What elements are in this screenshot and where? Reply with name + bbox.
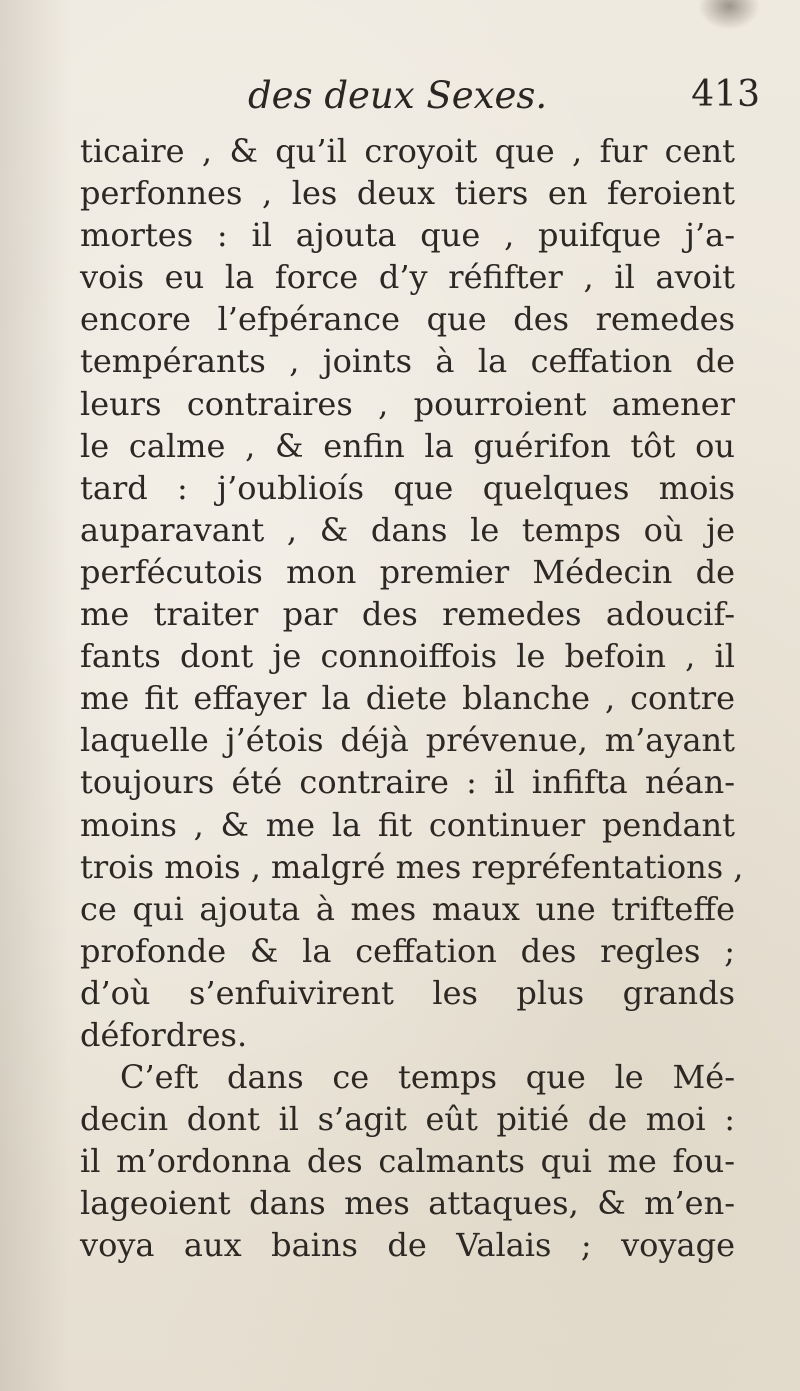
text-line: profonde & la ceffation des regles ; xyxy=(80,931,735,970)
page-edge-shadow xyxy=(0,0,70,1391)
text-line: vois eu la force d’y réfifter , il avoit xyxy=(80,258,735,297)
text-line: me traiter par des remedes adoucif- xyxy=(80,595,735,634)
text-line: fants dont je connoiffois le befoin , il xyxy=(80,637,735,676)
body-text xyxy=(80,130,744,1267)
text-line: voya aux bains de Valais ; voyage xyxy=(80,1226,735,1265)
text-line: moins , & me la fit continuer pendant xyxy=(80,805,735,844)
text-line: leurs contraires , pourroient amener xyxy=(80,384,735,423)
text-line: tard : j’oublioís que quelques mois xyxy=(80,468,735,507)
text-line: ticaire , & qu’il croyoit que , fur cent xyxy=(80,132,735,170)
text-line: decin dont il s’agit eût pitié de moi : xyxy=(80,1100,735,1139)
text-line: me fit effayer la diete blanche , contre xyxy=(80,679,735,718)
text-line: laquelle j’étois déjà prévenue, m’ayant xyxy=(80,721,735,760)
text-line: d’où s’enfuivirent les plus grands xyxy=(80,973,735,1012)
text-line: trois mois , malgré mes repréfentations , xyxy=(80,847,744,886)
text-line: perfonnes , les deux tiers en feroient xyxy=(80,174,735,213)
text-line: le calme , & enfin la guérifon tôt ou xyxy=(80,426,735,465)
text-line: encore l’efpérance que des remedes xyxy=(80,300,735,339)
text-line: lageoient dans mes attaques, & m’en- xyxy=(80,1184,735,1223)
corner-stain xyxy=(698,0,760,30)
text-line: C’eft dans ce temps que le Mé- xyxy=(120,1058,735,1097)
text-line: il m’ordonna des calmants qui me fou- xyxy=(80,1142,735,1181)
text-line: toujours été contraire : il infifta néan- xyxy=(80,763,735,802)
page-header xyxy=(60,74,760,134)
text-line: défordres. xyxy=(80,1015,248,1054)
text-line: perfécutois mon premier Médecin de xyxy=(80,552,735,591)
page-number: 413 xyxy=(691,74,760,115)
text-line: mortes : il ajouta que , puifque j’a- xyxy=(80,216,735,255)
text-line: tempérants , joints à la ceffation de xyxy=(80,342,735,381)
running-title: des deux Sexes. xyxy=(248,74,548,117)
text-line: ce qui ajouta à mes maux une trifteffe xyxy=(80,889,735,928)
text-line: auparavant , & dans le temps où je xyxy=(80,510,735,549)
